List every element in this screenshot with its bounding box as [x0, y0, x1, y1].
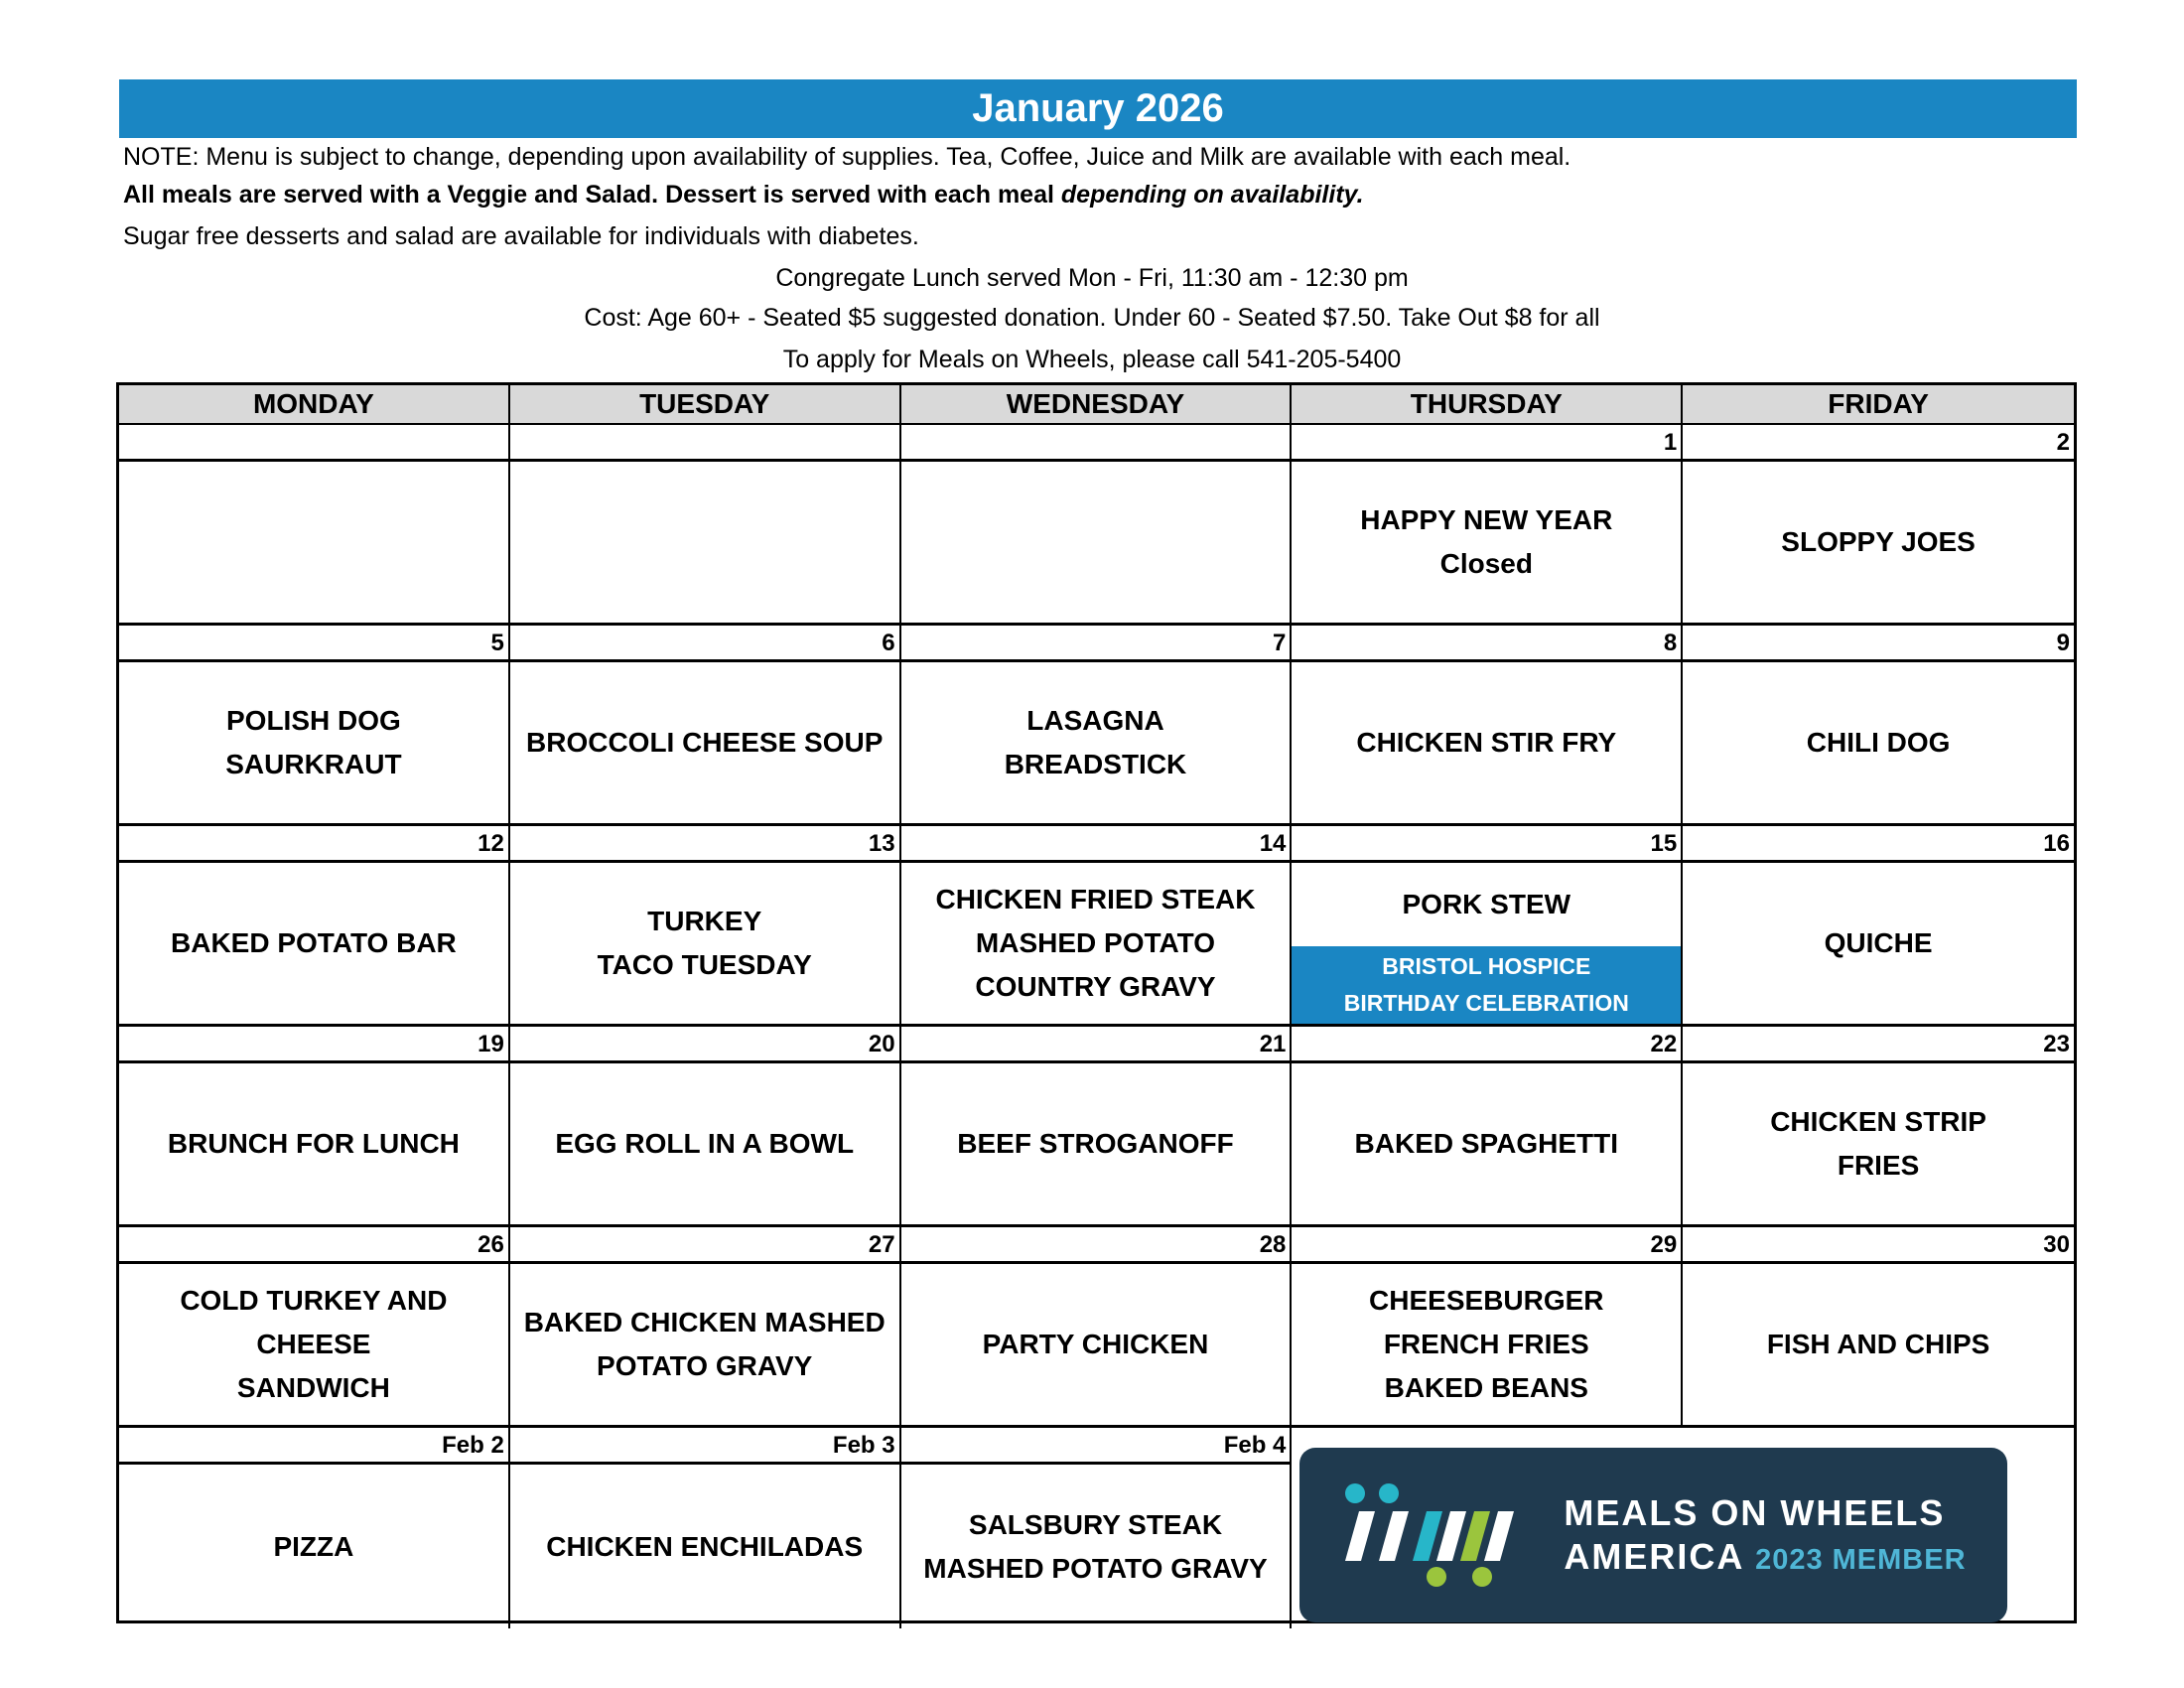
meal-line: BEEF STROGANOFF: [957, 1128, 1234, 1159]
mow-logo-icon: [1337, 1479, 1542, 1591]
meal-line: POTATO GRAVY: [597, 1350, 813, 1381]
logo-text: [1564, 1491, 1966, 1582]
meal-cell: [901, 1063, 1293, 1227]
meal-cell: [901, 662, 1293, 826]
event-banner: [1292, 946, 1681, 1024]
meal-line: FRIES: [1837, 1150, 1920, 1181]
date-number: 16: [1683, 826, 2074, 863]
meal-line: BAKED CHICKEN MASHED: [523, 1307, 886, 1337]
meal-line: QUICHE: [1824, 927, 1933, 958]
meal-cell: [901, 462, 1293, 626]
meal-cell: [1292, 1264, 1683, 1428]
meal-line: TACO TUESDAY: [597, 949, 812, 980]
date-number: 29: [1292, 1227, 1683, 1264]
note-line-2-bold: All meals are served with a Veggie and Salad. Dessert is served with each meal: [123, 181, 1061, 209]
cost-info: Cost: Age 60+ - Seated $5 suggested donation. Under 60 - Seated $7.50. Take Out $8 for all: [584, 304, 1600, 332]
logo-line-1: MEALS ON WHEELS: [1564, 1492, 1946, 1533]
meal-cell: [1683, 863, 2074, 1027]
date-number: 8: [1292, 626, 1683, 662]
day-header-tuesday: TUESDAY: [510, 385, 901, 425]
event-line: BRISTOL HOSPICE: [1382, 953, 1591, 979]
meal-line: SALSBURY STEAK: [968, 1508, 1223, 1540]
meal-cell: [119, 1264, 510, 1428]
meal-line: COUNTRY GRAVY: [975, 971, 1216, 1002]
meal-cell: [119, 462, 510, 626]
date-number: 23: [1683, 1027, 2074, 1063]
meal-cell: [510, 662, 901, 826]
day-header-thursday: THURSDAY: [1292, 385, 1683, 425]
meal-line: CHILI DOG: [1806, 727, 1951, 758]
meal-cell: [1292, 863, 1683, 1027]
meal-cell: [1292, 462, 1683, 626]
meal-line: LASAGNA: [1026, 705, 1164, 736]
meal-line: SLOPPY JOES: [1781, 526, 1976, 557]
logo-member: 2023 MEMBER: [1755, 1544, 1967, 1576]
meal-line: COLD TURKEY AND CHEESE: [180, 1285, 448, 1359]
meal-line: FRENCH FRIES: [1383, 1329, 1589, 1359]
meal-line: PARTY CHICKEN: [982, 1329, 1209, 1359]
meal-cell: [901, 1465, 1293, 1628]
meal-line: Closed: [1439, 548, 1533, 579]
meal-line: CHICKEN STIR FRY: [1356, 727, 1617, 758]
note-line-2-italic: depending on availability.: [1060, 181, 1364, 209]
meal-cell: [119, 863, 510, 1027]
apply-info: To apply for Meals on Wheels, please call 541-205-5400: [782, 346, 1402, 373]
meal-line: PIZZA: [273, 1530, 354, 1562]
meal-line: BROCCOLI CHEESE SOUP: [526, 727, 884, 758]
date-number: 1: [1292, 425, 1683, 462]
meal-cell: [1683, 662, 2074, 826]
date-number: 7: [901, 626, 1293, 662]
date-number: 12: [119, 826, 510, 863]
day-header-wednesday: WEDNESDAY: [901, 385, 1293, 425]
meal-cell: [510, 1063, 901, 1227]
meal-cell: [901, 863, 1293, 1027]
meal-cell: [1683, 1264, 2074, 1428]
date-number: 15: [1292, 826, 1683, 863]
date-number: 5: [119, 626, 510, 662]
meal-cell: [119, 1465, 510, 1628]
date-number: Feb 3: [510, 1428, 901, 1465]
meals-on-wheels-logo: [1299, 1448, 2007, 1622]
date-number: 26: [119, 1227, 510, 1264]
meal-line: TURKEY: [647, 906, 762, 936]
date-number: 14: [901, 826, 1293, 863]
meal-cell: [510, 863, 901, 1027]
meal-line: CHICKEN FRIED STEAK: [935, 884, 1256, 914]
meal-line: CHICKEN ENCHILADAS: [546, 1530, 864, 1562]
meal-line: HAPPY NEW YEAR: [1360, 504, 1613, 535]
day-header-monday: MONDAY: [119, 385, 510, 425]
meal-cell: [510, 1465, 901, 1628]
meal-main: [1403, 863, 1571, 946]
note-line-3: Sugar free desserts and salad are available for individuals with diabetes.: [123, 222, 919, 250]
date-number: [510, 425, 901, 462]
meal-cell: [1683, 1063, 2074, 1227]
day-header-friday: FRIDAY: [1683, 385, 2074, 425]
lunch-hours: Congregate Lunch served Mon - Fri, 11:30 am - 12:30 pm: [775, 264, 1409, 292]
meal-line: BREADSTICK: [1004, 749, 1187, 779]
date-number: 13: [510, 826, 901, 863]
meal-cell: [510, 1264, 901, 1428]
date-number: 27: [510, 1227, 901, 1264]
meal-line: BAKED POTATO BAR: [171, 927, 457, 958]
date-number: 6: [510, 626, 901, 662]
calendar-grid: [116, 382, 2077, 1623]
meal-cell: [1292, 1063, 1683, 1227]
logo-line-2: [1564, 1535, 1966, 1582]
meal-line: FISH AND CHIPS: [1766, 1329, 1990, 1359]
logo-america: AMERICA: [1564, 1536, 1744, 1577]
date-number: [119, 425, 510, 462]
meal-cell: [1683, 462, 2074, 626]
date-number: [901, 425, 1293, 462]
note-line-2: [123, 181, 1364, 210]
date-number: 30: [1683, 1227, 2074, 1264]
date-number: Feb 2: [119, 1428, 510, 1465]
meal-line: MASHED POTATO: [975, 927, 1216, 958]
meal-line: PORK STEW: [1402, 889, 1571, 919]
meal-line: EGG ROLL IN A BOWL: [555, 1128, 855, 1159]
date-number: 28: [901, 1227, 1293, 1264]
event-line: BIRTHDAY CELEBRATION: [1343, 990, 1629, 1016]
meal-line: BRUNCH FOR LUNCH: [167, 1128, 460, 1159]
meal-cell: [1292, 662, 1683, 826]
logo-cell: [1292, 1428, 2074, 1628]
meal-line: BAKED BEANS: [1384, 1372, 1588, 1403]
meal-cell: [119, 662, 510, 826]
meal-cell: [901, 1264, 1293, 1428]
date-number: 22: [1292, 1027, 1683, 1063]
meal-line: SANDWICH: [236, 1372, 390, 1403]
date-number: Feb 4: [901, 1428, 1293, 1465]
date-number: 2: [1683, 425, 2074, 462]
date-number: 19: [119, 1027, 510, 1063]
meal-line: CHEESEBURGER: [1369, 1285, 1604, 1316]
note-line-1: NOTE: Menu is subject to change, depending upon availability of supplies. Tea, Coffee, Juice and Milk are available with each meal.: [123, 143, 1571, 171]
date-number: 20: [510, 1027, 901, 1063]
meal-line: CHICKEN STRIP: [1770, 1106, 1986, 1137]
meal-cell: [119, 1063, 510, 1227]
date-number: 21: [901, 1027, 1293, 1063]
page-title: January 2026: [119, 79, 2077, 138]
meal-line: BAKED SPAGHETTI: [1354, 1128, 1619, 1159]
meal-cell: [510, 462, 901, 626]
date-number: 9: [1683, 626, 2074, 662]
meal-line: POLISH DOG: [226, 705, 401, 736]
meal-line: MASHED POTATO GRAVY: [923, 1552, 1268, 1584]
meal-line: SAURKRAUT: [225, 749, 402, 779]
